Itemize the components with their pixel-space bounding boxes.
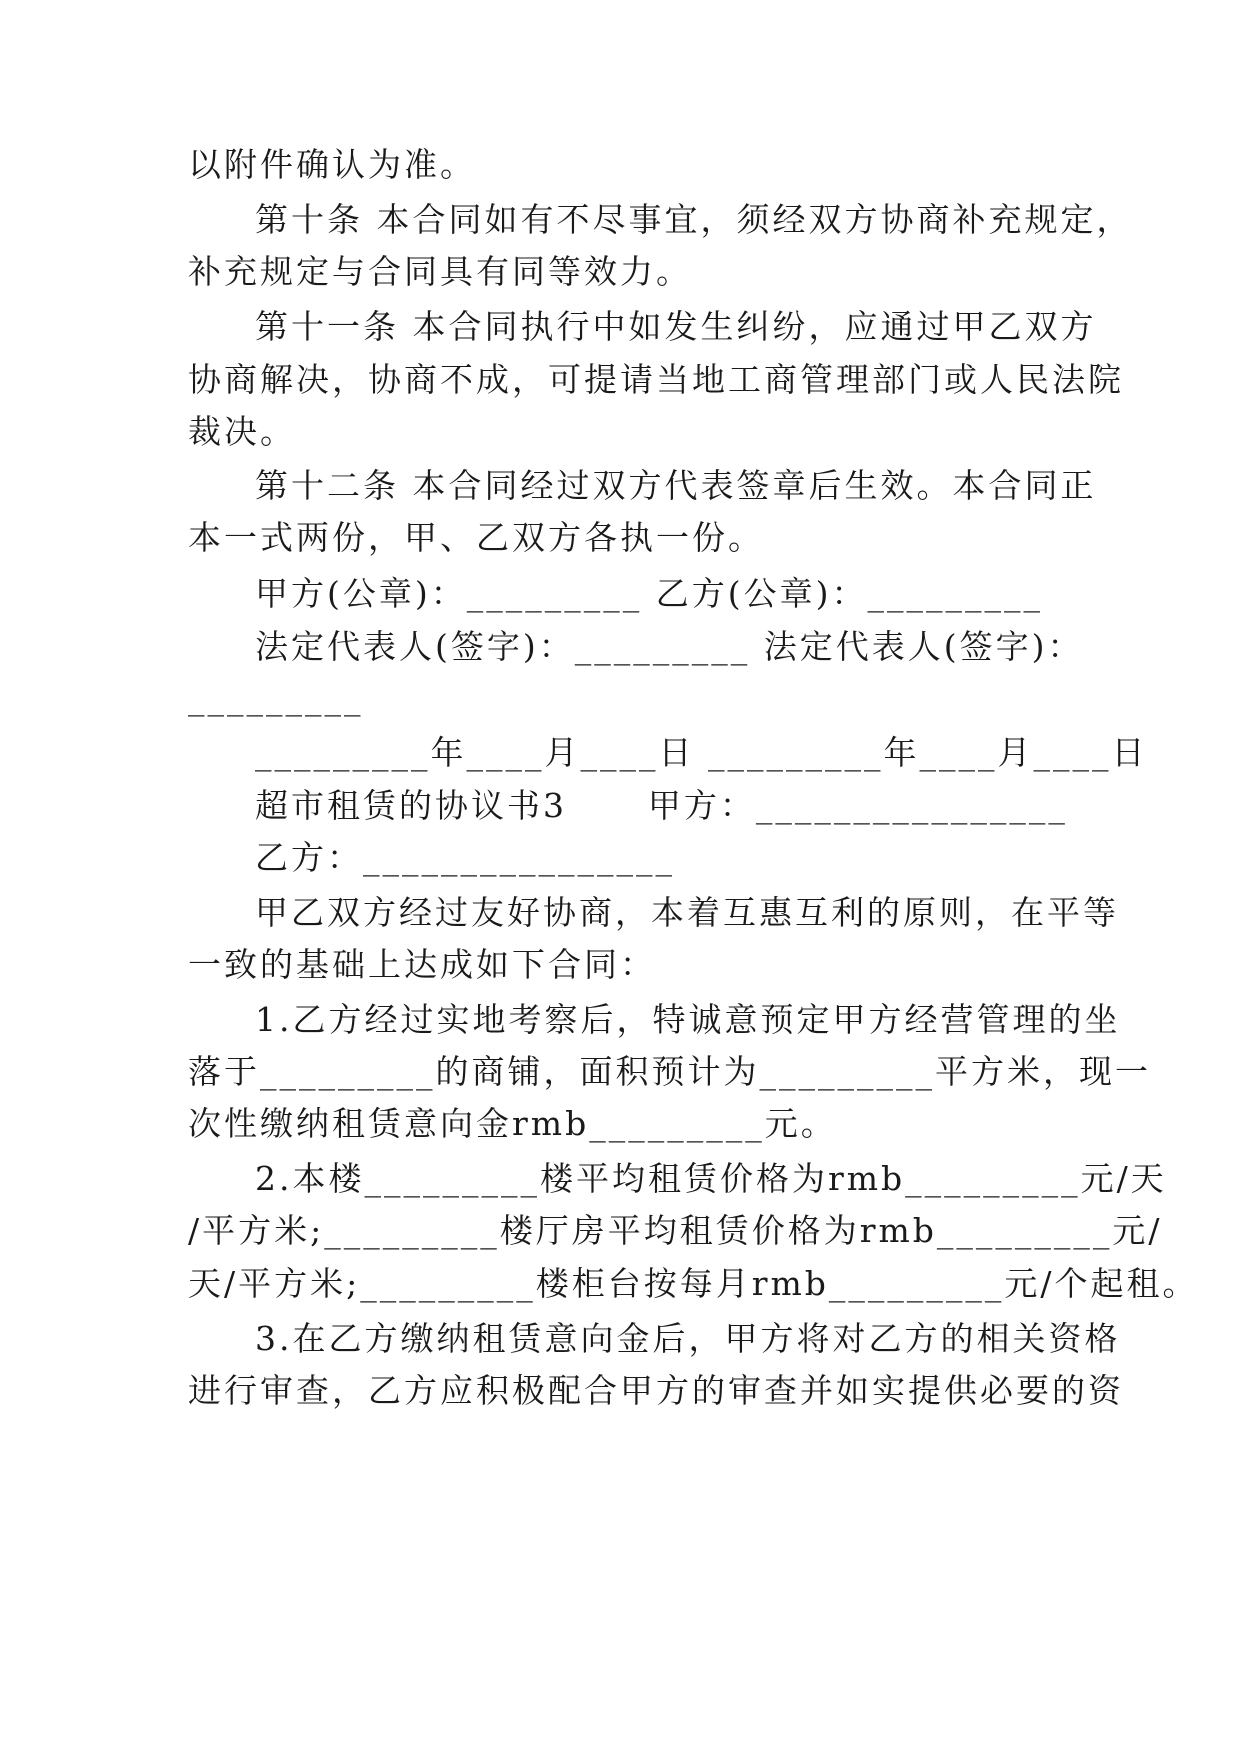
text-line: 3.在乙方缴纳租赁意向金后，甲方将对乙方的相关资格 [255,1319,1121,1358]
text-line: 次性缴纳租赁意向金rmb_________元。 [188,1104,837,1143]
text-line: 甲乙双方经过友好协商，本着互惠互利的原则，在平等 [255,893,1119,932]
text-line: /平方米;_________楼厅房平均租赁价格为rmb_________元/ [188,1211,1163,1250]
text-line: 第十条 本合同如有不尽事宜，须经双方协商补充规定， [255,200,1133,239]
text-line: 进行审查，乙方应积极配合甲方的审查并如实提供必要的资 [188,1371,1124,1410]
text-line: 一致的基础上达成如下合同： [188,945,656,984]
text-line: 1.乙方经过实地考察后，特诚意预定甲方经营管理的坐 [255,1000,1121,1039]
blank-line: _________ [188,678,364,717]
date-line: _________年____月____日 _________年____月____日 [255,733,1148,772]
signature-line-party-a-b: 甲方(公章)：_________ 乙方(公章)：_________ [255,574,1043,613]
party-b-line: 乙方：________________ [255,838,675,877]
legal-representative-line: 法定代表人(签字)：_________ 法定代表人(签字)： [255,627,1084,666]
text-line: 落于_________的商铺，面积预计为_________平方米，现一 [188,1052,1151,1091]
section-title-line: 超市租赁的协议书3 甲方：________________ [255,786,1068,825]
text-line: 第十一条 本合同执行中如发生纠纷，应通过甲乙双方 [255,307,1097,346]
text-line: 以附件确认为准。 [188,145,476,184]
text-line: 天/平方米;_________楼柜台按每月rmb_________元/个起租。 [188,1264,1199,1303]
text-line: 协商解决，协商不成，可提请当地工商管理部门或人民法院 [188,360,1124,399]
text-line: 第十二条 本合同经过双方代表签章后生效。本合同正 [255,466,1097,505]
text-line: 2.本楼_________楼平均租赁价格为rmb_________元/天 [255,1159,1167,1198]
text-line: 补充规定与合同具有同等效力。 [188,252,692,291]
text-line: 本一式两份，甲、乙双方各执一份。 [188,518,764,557]
text-line: 裁决。 [188,412,296,451]
